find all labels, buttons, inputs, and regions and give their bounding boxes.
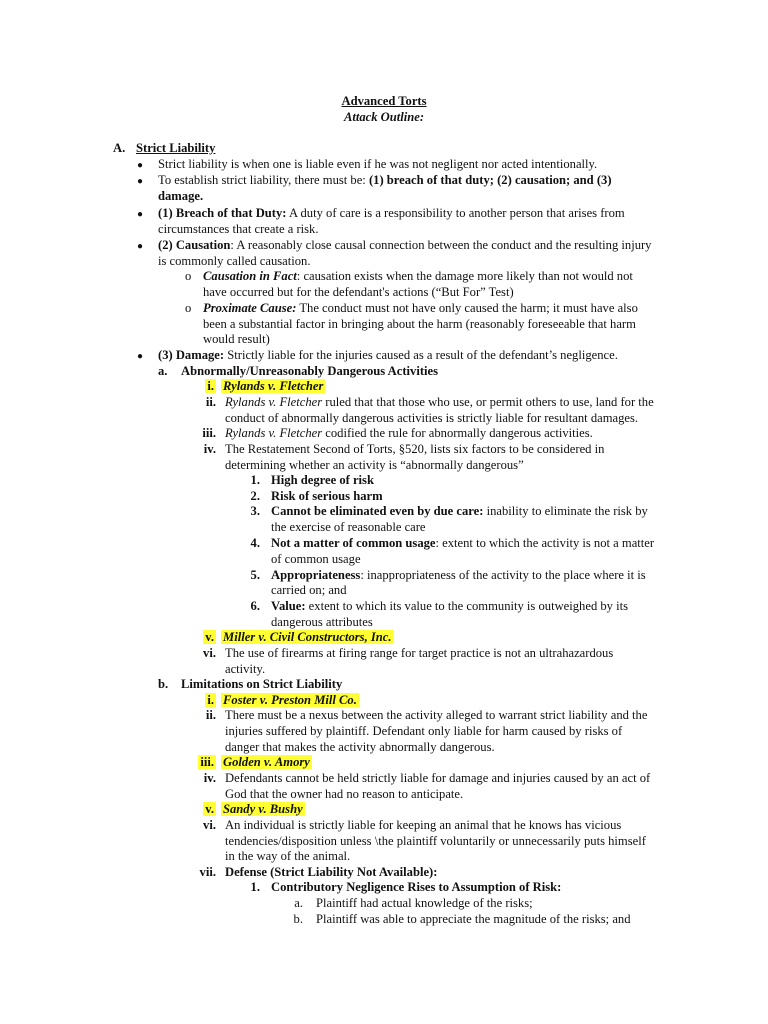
item-marker: ii.	[205, 395, 216, 409]
subsection-heading: Limitations on Strict Liability	[181, 677, 343, 691]
bullet-text: (1) Breach of that Duty: A duty of care is a responsibility to another person that arises from	[158, 206, 625, 220]
factor-text: Cannot be eliminated even by due care: inability to eliminate the risk by	[271, 504, 648, 518]
factor-text-cont: carried on; and	[271, 583, 347, 597]
subsection-heading: Abnormally/Unreasonably Dangerous Activities	[181, 364, 439, 378]
bullet-icon: ●	[137, 176, 144, 187]
bullet-text-cont: circumstances that create a risk.	[158, 222, 319, 236]
item-marker: iv.	[203, 442, 216, 456]
defense-marker: 1.	[250, 880, 260, 894]
item-text: Rylands v. Fletcher codified the rule for abnormally dangerous activities.	[225, 426, 593, 440]
defense-item-text: Plaintiff had actual knowledge of the risks;	[316, 896, 533, 910]
bullet-icon: ●	[137, 209, 144, 220]
item-marker: vii.	[199, 865, 216, 879]
item-text-cont: conduct of abnormally dangerous activities is strictly liable for resultant damages.	[225, 411, 639, 425]
factor-marker: 4.	[250, 536, 260, 550]
factor-text-cont: dangerous attributes	[271, 615, 373, 629]
bullet-text: To establish strict liability, there must be: (1) breach of that duty; (2) causation; and (3)	[158, 173, 612, 187]
factor-term: High degree of risk	[271, 473, 374, 487]
item-text: The Restatement Second of Torts, §520, lists six factors to be considered in	[225, 442, 605, 456]
item-marker: v.	[205, 630, 214, 644]
subsection-marker: a.	[158, 364, 168, 378]
item-text-cont: tendencies/disposition unless \the plaintiff voluntarily or unnecessarily puts himself	[225, 834, 646, 848]
factor-text-cont: the exercise of reasonable care	[271, 520, 426, 534]
factor-text-cont: of common usage	[271, 552, 361, 566]
bullet-text-cont: is commonly called causation.	[158, 254, 311, 268]
sub-bullet-marker: o	[185, 301, 192, 315]
factor-marker: 5.	[250, 568, 260, 582]
item-text: The use of firearms at firing range for target practice is not an ultrahazardous	[225, 646, 614, 660]
item-text-cont: danger that makes the activity abnormally dangerous.	[225, 740, 495, 754]
bullet-icon: ●	[137, 351, 144, 362]
bullet-text: (3) Damage: Strictly liable for the injuries caused as a result of the defendant’s negligence.	[158, 348, 618, 362]
section-heading: Strict Liability	[136, 141, 216, 155]
case-name: Foster v. Preston Mill Co.	[223, 693, 357, 707]
item-text-cont: in the way of the animal.	[225, 849, 351, 863]
item-text-cont: activity.	[225, 662, 266, 676]
item-text-cont: injuries suffered by plaintiff. Defendant only liable for harm caused by risks of	[225, 724, 623, 738]
sub-bullet-marker: o	[185, 269, 192, 283]
item-text: An individual is strictly liable for keeping an animal that he knows has vicious	[225, 818, 622, 832]
sub-bullet-text-cont: would result)	[203, 332, 270, 346]
document-subtitle: Attack Outline:	[343, 110, 425, 124]
factor-marker: 3.	[250, 504, 260, 518]
defense-item-text: Plaintiff was able to appreciate the magnitude of the risks; and	[316, 912, 631, 926]
bullet-text: (2) Causation: A reasonably close causal connection between the conduct and the resulting injury	[158, 238, 652, 252]
item-marker: vi.	[203, 646, 216, 660]
item-heading: Defense (Strict Liability Not Available):	[225, 865, 438, 879]
subsection-marker: b.	[158, 677, 169, 691]
item-marker: vi.	[203, 818, 216, 832]
item-text-cont: God that the owner had no reason to anticipate.	[225, 787, 464, 801]
factor-text: Not a matter of common usage: extent to which the activity is not a matter	[271, 536, 655, 550]
bullet-text-cont: damage.	[158, 189, 204, 203]
factor-marker: 6.	[250, 599, 260, 613]
sub-bullet-text: Proximate Cause: The conduct must not have only caused the harm; it must have also	[203, 301, 638, 315]
defense-item-marker: a.	[294, 896, 303, 910]
item-marker: iv.	[203, 771, 216, 785]
item-marker: v.	[205, 802, 214, 816]
factor-marker: 2.	[250, 489, 260, 503]
case-name: Sandy v. Bushy	[223, 802, 303, 816]
factor-term: Risk of serious harm	[271, 489, 383, 503]
factor-marker: 1.	[250, 473, 260, 487]
defense-heading: Contributory Negligence Rises to Assumption of Risk:	[271, 880, 562, 894]
item-text: Rylands v. Fletcher ruled that that those who use, or permit others to use, land for the	[225, 395, 654, 409]
item-text-cont: determining whether an activity is “abnormally dangerous”	[225, 458, 524, 472]
sub-bullet-text-cont: have occurred but for the defendant's actions (“But For” Test)	[203, 285, 514, 299]
bullet-icon: ●	[137, 160, 144, 171]
case-name: Rylands v. Fletcher	[223, 379, 324, 393]
bullet-text: Strict liability is when one is liable even if he was not negligent nor acted intentionally.	[158, 157, 598, 171]
bullet-icon: ●	[137, 241, 144, 252]
document-title: Advanced Torts	[341, 94, 427, 108]
sub-bullet-text: Causation in Fact: causation exists when the damage more likely than not would not	[203, 269, 633, 283]
item-text: There must be a nexus between the activity alleged to warrant strict liability and the	[225, 708, 648, 722]
item-marker: i.	[207, 379, 214, 393]
section-marker: A.	[113, 141, 126, 155]
item-marker: iii.	[200, 755, 214, 769]
item-marker: i.	[207, 693, 214, 707]
item-marker: ii.	[205, 708, 216, 722]
factor-text: Value: extent to which its value to the community is outweighed by its	[271, 599, 629, 613]
defense-item-marker: b.	[293, 912, 303, 926]
item-text: Defendants cannot be held strictly liable for damage and injuries caused by an act of	[225, 771, 651, 785]
sub-bullet-text-cont: been a substantial factor in bringing about the harm (reasonably foreseeable that harm	[203, 317, 636, 331]
factor-text: Appropriateness: inappropriateness of the activity to the place where it is	[271, 568, 646, 582]
item-marker: iii.	[202, 426, 216, 440]
case-name: Golden v. Amory	[223, 755, 310, 769]
case-name: Miller v. Civil Constructors, Inc.	[223, 630, 392, 644]
